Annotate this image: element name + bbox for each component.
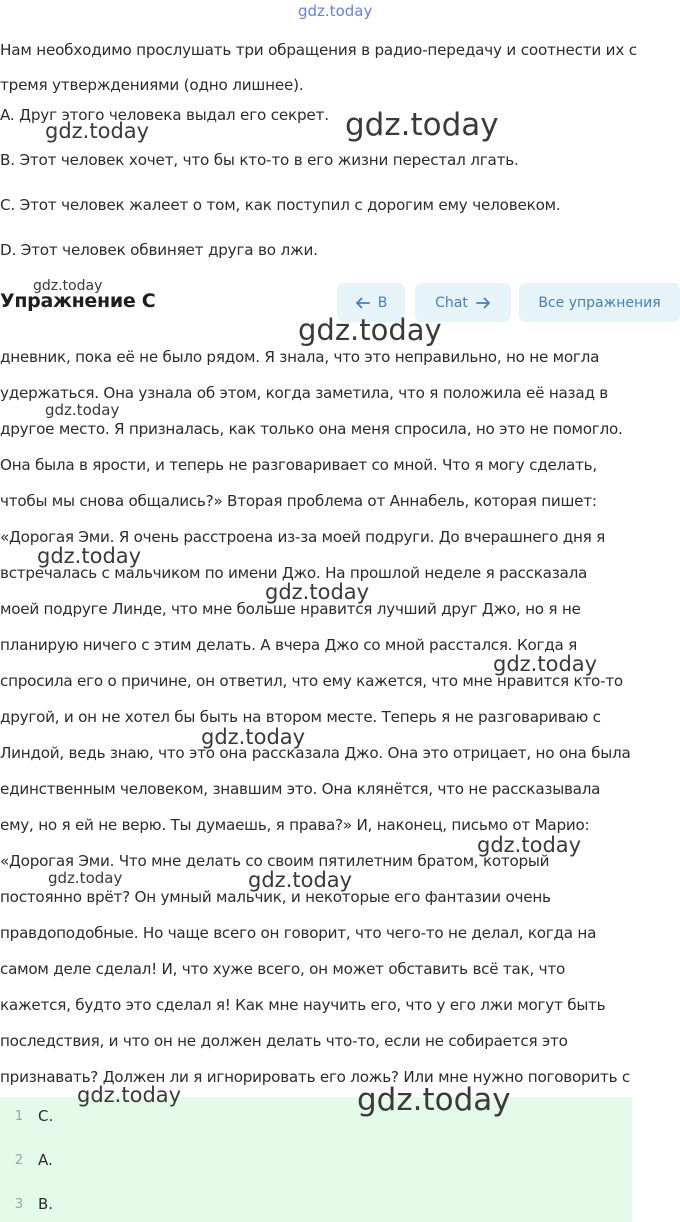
watermark: gdz.today: [77, 1083, 182, 1107]
watermark: gdz.today: [265, 580, 370, 604]
watermark: gdz.today: [37, 544, 142, 568]
watermark: gdz.today: [357, 1082, 511, 1118]
watermark: gdz.today: [493, 652, 598, 676]
text-line: чтобы мы снова общались?» Вторая проблема от Аннабель, которая пишет:: [0, 492, 597, 510]
answers-block: [0, 1097, 632, 1222]
watermark: gdz.today: [201, 725, 306, 749]
prev-exercise-label: B: [377, 294, 388, 311]
exercise-text: [0, 339, 680, 1095]
watermark: gdz.today: [298, 2, 373, 20]
text-line: самом деле сделал! И, что хуже всего, он может обставить всё так, что: [0, 960, 566, 978]
answer-row: [0, 1149, 53, 1171]
task-description: Нам необходимо прослушать три обращения в радио-передачу и соотнести их с тремя утверждениями (одно лишнее).: [0, 41, 637, 94]
answer-row: [0, 1105, 53, 1127]
watermark: gdz.today: [345, 107, 499, 143]
watermark: gdz.today: [298, 313, 442, 347]
text-line: дневник, пока её не было рядом. Я знала, что это неправильно, но не могла: [0, 348, 600, 366]
statement-b: B. Этот человек хочет, что бы кто-то в его жизни перестал лгать.: [0, 151, 519, 169]
text-line: постоянно врёт? Он умный мальчик, и некоторые его фантазии очень: [0, 888, 551, 906]
watermark: gdz.today: [477, 833, 582, 857]
statement-a: A. Друг этого человека выдал его секрет.: [0, 106, 329, 124]
text-line: кажется, будто это сделал я! Как мне научить его, что у его лжи могут быть: [0, 996, 606, 1014]
text-line: «Дорогая Эми. Что мне делать со своим пятилетним братом, который: [0, 852, 550, 870]
text-line: Она была в ярости, и теперь не разговаривает со мной. Что я могу сделать,: [0, 456, 597, 474]
arrow-right-icon: [476, 297, 491, 309]
text-line: «Дорогая Эми. Я очень расстроена из-за моей подруги. До вчерашнего дня я: [0, 528, 606, 546]
text-line: последствия, и что он не должен делать что-то, если не собирается это: [0, 1032, 568, 1050]
text-line: единственным человеком, знавшим это. Она клянётся, что не рассказывала: [0, 780, 601, 798]
text-line: признавать? Должен ли я игнорировать его ложь? Или мне нужно поговорить с: [0, 1068, 631, 1086]
answer-number: 2: [14, 1152, 24, 1168]
answer-row: [0, 1193, 53, 1215]
text-line: другой, и он не хотел бы быть на втором месте. Теперь я не разговариваю с: [0, 708, 601, 726]
answer-number: 3: [14, 1196, 24, 1212]
all-exercises-button[interactable]: [519, 283, 680, 322]
text-line: встречалась с мальчиком по имени Джо. На прошлой неделе я рассказала: [0, 564, 588, 582]
text-line: ему, но я ей не верю. Ты думаешь, я права?» И, наконец, письмо от Марио:: [0, 816, 590, 834]
watermark: gdz.today: [33, 278, 103, 294]
watermark: gdz.today: [248, 868, 353, 892]
text-line: удержаться. Она узнала об этом, когда заметила, что я положила её назад в: [0, 384, 608, 402]
text-line: спросила его о причине, он ответил, что ему кажется, что мне нравится кто-то: [0, 672, 623, 690]
statement-c: C. Этот человек жалеет о том, как поступил с дорогим ему человеком.: [0, 196, 561, 214]
text-line: правдоподобные. Но чаще всего он говорит, что чего-то не делал, когда на: [0, 924, 597, 942]
statement-d: D. Этот человек обвиняет друга во лжи.: [0, 241, 318, 259]
text-line: планирую ничего с этим делать. А вчера Джо со мной расстался. Когда я: [0, 636, 578, 654]
all-exercises-label: Все упражнения: [538, 294, 661, 311]
arrow-left-icon: [355, 297, 370, 309]
exercise-title: Упражнение C: [0, 290, 156, 312]
answer-value: B.: [38, 1195, 54, 1213]
text-line: моей подруге Линде, что мне больше нравится лучший друг Джо, но я не: [0, 600, 581, 618]
answer-value: C.: [38, 1107, 54, 1125]
text-line: Линдой, ведь знаю, что это она рассказала Джо. Она это отрицает, но она была: [0, 744, 631, 762]
watermark: gdz.today: [45, 401, 120, 419]
watermark: gdz.today: [45, 119, 150, 143]
answer-number: 1: [14, 1108, 24, 1124]
text-line: другое место. Я призналась, как только она меня спросила, но это не помогло.: [0, 420, 623, 438]
next-exercise-label: Chat: [435, 294, 468, 311]
answer-value: A.: [38, 1151, 53, 1169]
watermark: gdz.today: [48, 869, 123, 887]
